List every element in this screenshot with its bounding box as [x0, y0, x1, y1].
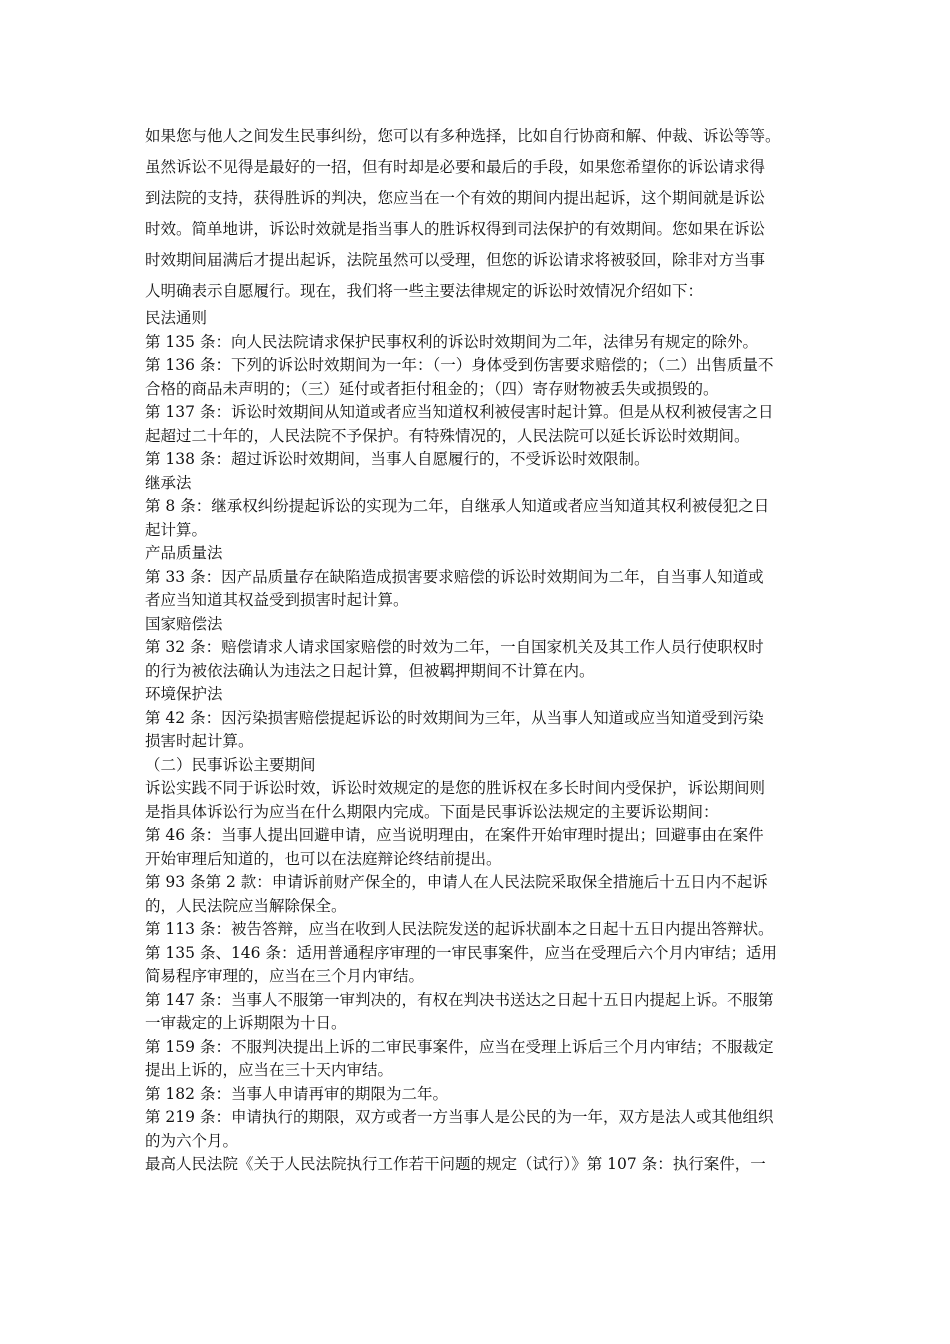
section-heading: 民法通则	[145, 309, 208, 327]
article-line: 第 113 条：被告答辩，应当在收到人民法院发送的起诉状副本之日起十五日内提出答辩状。	[145, 920, 774, 938]
intro-line: 时效期间届满后才提出起诉，法院虽然可以受理，但您的诉讼请求将被驳回，除非对方当事	[145, 251, 766, 269]
article-line: 是指具体诉讼行为应当在什么期限内完成。下面是民事诉讼法规定的主要诉讼期间：	[145, 802, 719, 821]
article-line: 者应当知道其权益受到损害时起计算。	[145, 591, 409, 609]
statute-list	[145, 307, 813, 1177]
article-line: 第 136 条：下列的诉讼时效期间为一年：（一）身体受到伤害要求赔偿的；（二）出售质量不	[145, 356, 774, 374]
article-line: 合格的商品未声明的；（三）延付或者拒付租金的；（四）寄存财物被丢失或损毁的。	[145, 379, 719, 398]
article-line: 第 42 条：因污染损害赔偿提起诉讼的时效期间为三年，从当事人知道或应当知道受到污染	[145, 708, 764, 727]
article-line: 起计算。	[145, 520, 208, 539]
article-line: 的，人民法院应当解除保全。	[145, 896, 347, 915]
intro-line: 人明确表示自愿履行。现在，我们将一些主要法律规定的诉讼时效情况介绍如下：	[145, 282, 704, 300]
article-line: 的为六个月。	[145, 1131, 239, 1150]
article-line: 第 8 条：继承权纠纷提起诉讼的实现为二年，自继承人知道或者应当知道其权利被侵犯之日	[145, 497, 770, 515]
article-line: 第 137 条：诉讼时效期间从知道或者应当知道权利被侵害时起计算。但是从权利被侵害之日	[145, 403, 774, 421]
article-line: 第 33 条：因产品质量存在缺陷造成损害要求赔偿的诉讼时效期间为二年，自当事人知道或	[145, 567, 764, 586]
article-line: 第 219 条：申请执行的期限，双方或者一方当事人是公民的为一年，双方是法人或其他组织	[145, 1108, 774, 1126]
article-line: 最高人民法院《关于人民法院执行工作若干问题的规定（试行）》第 107 条：执行案件，一	[145, 1155, 766, 1173]
article-line: 损害时起计算。	[145, 732, 254, 750]
section-heading: 环境保护法	[145, 685, 223, 703]
article-line: 诉讼实践不同于诉讼时效，诉讼时效规定的是您的胜诉权在多长时间内受保护，诉讼期间则	[145, 779, 766, 797]
article-line: 的行为被依法确认为违法之日起计算，但被羁押期间不计算在内。	[145, 661, 595, 680]
intro-line: 时效。简单地讲，诉讼时效就是指当事人的胜诉权得到司法保护的有效期间。您如果在诉讼	[145, 220, 766, 238]
section-heading: 国家赔偿法	[145, 614, 223, 633]
article-line: 提出上诉的，应当在三十天内审结。	[145, 1061, 394, 1079]
article-line: 第 138 条：超过诉讼时效期间，当事人自愿履行的，不受诉讼时效限制。	[145, 450, 650, 468]
article-line: 第 46 条：当事人提出回避申请，应当说明理由，在案件开始审理时提出；回避事由在案件	[145, 826, 764, 844]
article-line: 一审裁定的上诉期限为十日。	[145, 1014, 347, 1032]
article-line: 第 147 条：当事人不服第一审判决的，有权在判决书送达之日起十五日内提起上诉。不服第	[145, 990, 774, 1009]
document-page	[145, 121, 813, 1177]
article-line: 第 182 条：当事人申请再审的期限为二年。	[145, 1084, 448, 1103]
article-line: 第 135 条：向人民法院请求保护民事权利的诉讼时效期间为二年，法律另有规定的除外。	[145, 332, 758, 351]
article-line: 第 159 条：不服判决提出上诉的二审民事案件，应当在受理上诉后三个月内审结；不服裁定	[145, 1037, 774, 1056]
article-line: 第 135 条、146 条：适用普通程序审理的一审民事案件，应当在受理后六个月内审结；适用	[145, 943, 777, 962]
section-heading: 继承法	[145, 473, 192, 492]
intro-line: 虽然诉讼不见得是最好的一招，但有时却是必要和最后的手段，如果您希望你的诉讼请求得	[145, 158, 766, 176]
intro-line: 如果您与他人之间发生民事纠纷，您可以有多种选择，比如自行协商和解、仲裁、诉讼等等。	[145, 127, 781, 145]
article-line: 第 93 条第 2 款：申请诉前财产保全的，申请人在人民法院采取保全措施后十五日内不起诉	[145, 873, 768, 891]
article-line: 开始审理后知道的，也可以在法庭辩论终结前提出。	[145, 849, 502, 868]
article-line: 简易程序审理的，应当在三个月内审结。	[145, 967, 425, 985]
section-heading: 产品质量法	[145, 544, 223, 562]
section-heading: （二）民事诉讼主要期间	[145, 755, 316, 774]
intro-line: 到法院的支持，获得胜诉的判决，您应当在一个有效的期间内提出起诉，这个期间就是诉讼	[145, 189, 766, 207]
article-line: 第 32 条：赔偿请求人请求国家赔偿的时效为二年，一自国家机关及其工作人员行使职权时	[145, 638, 764, 656]
intro-paragraph	[145, 121, 813, 307]
article-line: 起超过二十年的，人民法院不予保护。有特殊情况的，人民法院可以延长诉讼时效期间。	[145, 426, 750, 445]
